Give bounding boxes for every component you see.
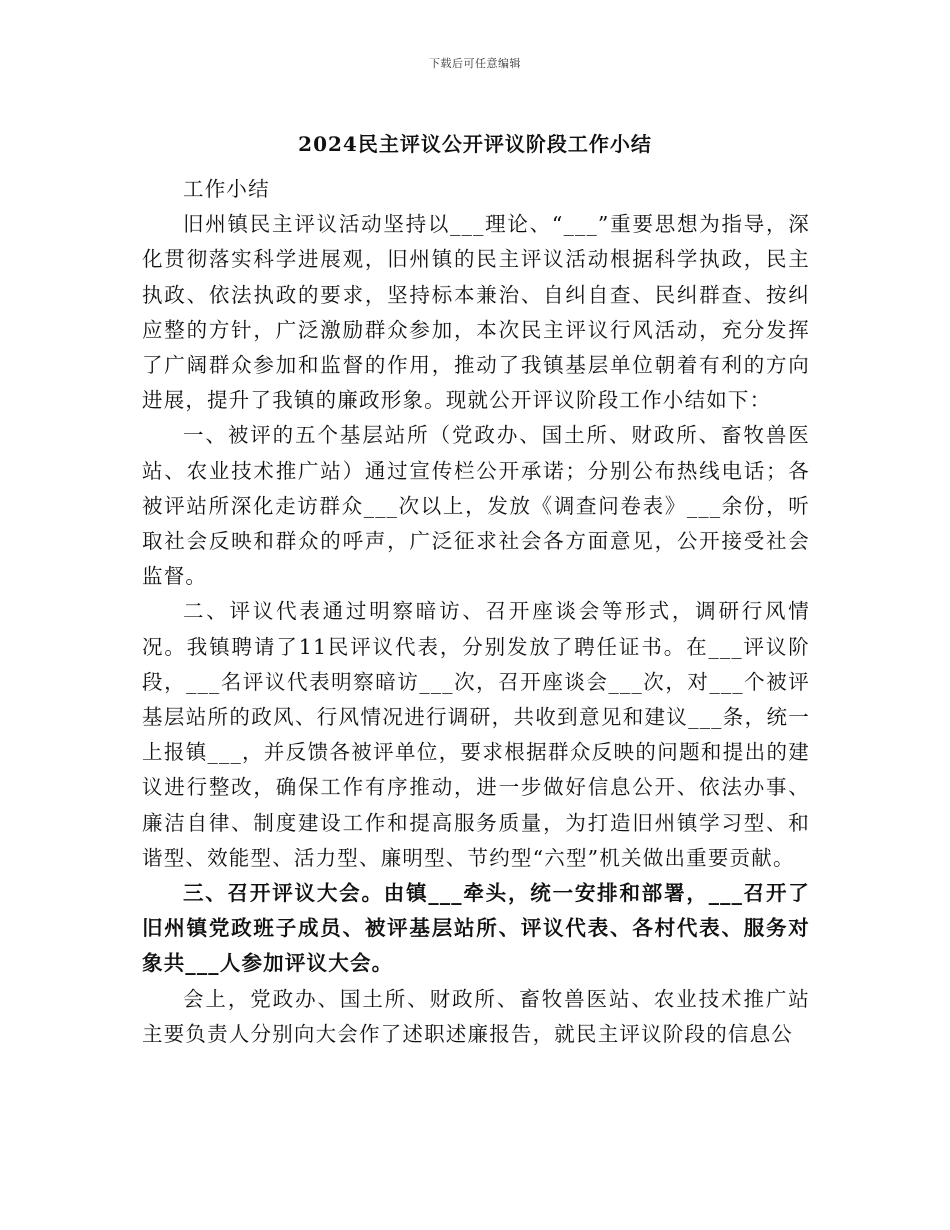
header-note: 下载后可任意编辑 [429, 57, 521, 70]
paragraph-heading: 工作小结 [183, 177, 270, 201]
document-body [142, 172, 810, 1052]
paragraph-section-three: 三、召开评议大会。由镇___牵头，统一安排和部署，___召开了旧州镇党政班子成员、被评基层站所、评议代表、各村代表、服务对象共___人参加评议大会。 [142, 881, 810, 976]
paragraph-section-one: 一、被评的五个基层站所（党政办、国土所、财政所、畜牧兽医站、农业技术推广站）通过宣传栏公开承诺；分别公布热线电话；各被评站所深化走访群众___次以上，发放《调查问卷表》___余份，听取社会反映和群众的呼声，广泛征求社会各方面意见，公开接受社会监督。 [142, 423, 810, 589]
document-title: 2024民主评议公开评议阶段工作小结 [298, 132, 652, 156]
paragraph-meeting: 会上，党政办、国土所、财政所、畜牧兽医站、农业技术推广站主要负责人分别向大会作了述职述廉报告，就民主评议阶段的信息公 [142, 986, 810, 1046]
paragraph-intro: 旧州镇民主评议活动坚持以___理论、“___”重要思想为指导，深化贯彻落实科学进展观，旧州镇的民主评议活动根据科学执政，民主执政、依法执政的要求，坚持标本兼治、自纠自查、民纠群查、按纠应整的方针，广泛激励群众参加，本次民主评议行风活动，充分发挥了广阔群众参加和监督的作用，推动了我镇基层单位朝着有利的方向进展，提升了我镇的廉政形象。现就公开评议阶段工作小结如下： [142, 212, 810, 413]
paragraph-section-two: 二、评议代表通过明察暗访、召开座谈会等形式，调研行风情况。我镇聘请了11民评议代表，分别发放了聘任证书。在___评议阶段，___名评议代表明察暗访___次，召开座谈会___次，对___个被评基层站所的政风、行风情况进行调研，共收到意见和建议___条，统一上报镇___，并反馈各被评单位，要求根据群众反映的问题和提出的建议进行整改，确保工作有序推动，进一步做好信息公开、依法办事、廉洁自律、制度建设工作和提高服务质量，为打造旧州镇学习型、和谐型、效能型、活力型、廉明型、节约型“六型”机关做出重要贡献。 [142, 599, 810, 870]
